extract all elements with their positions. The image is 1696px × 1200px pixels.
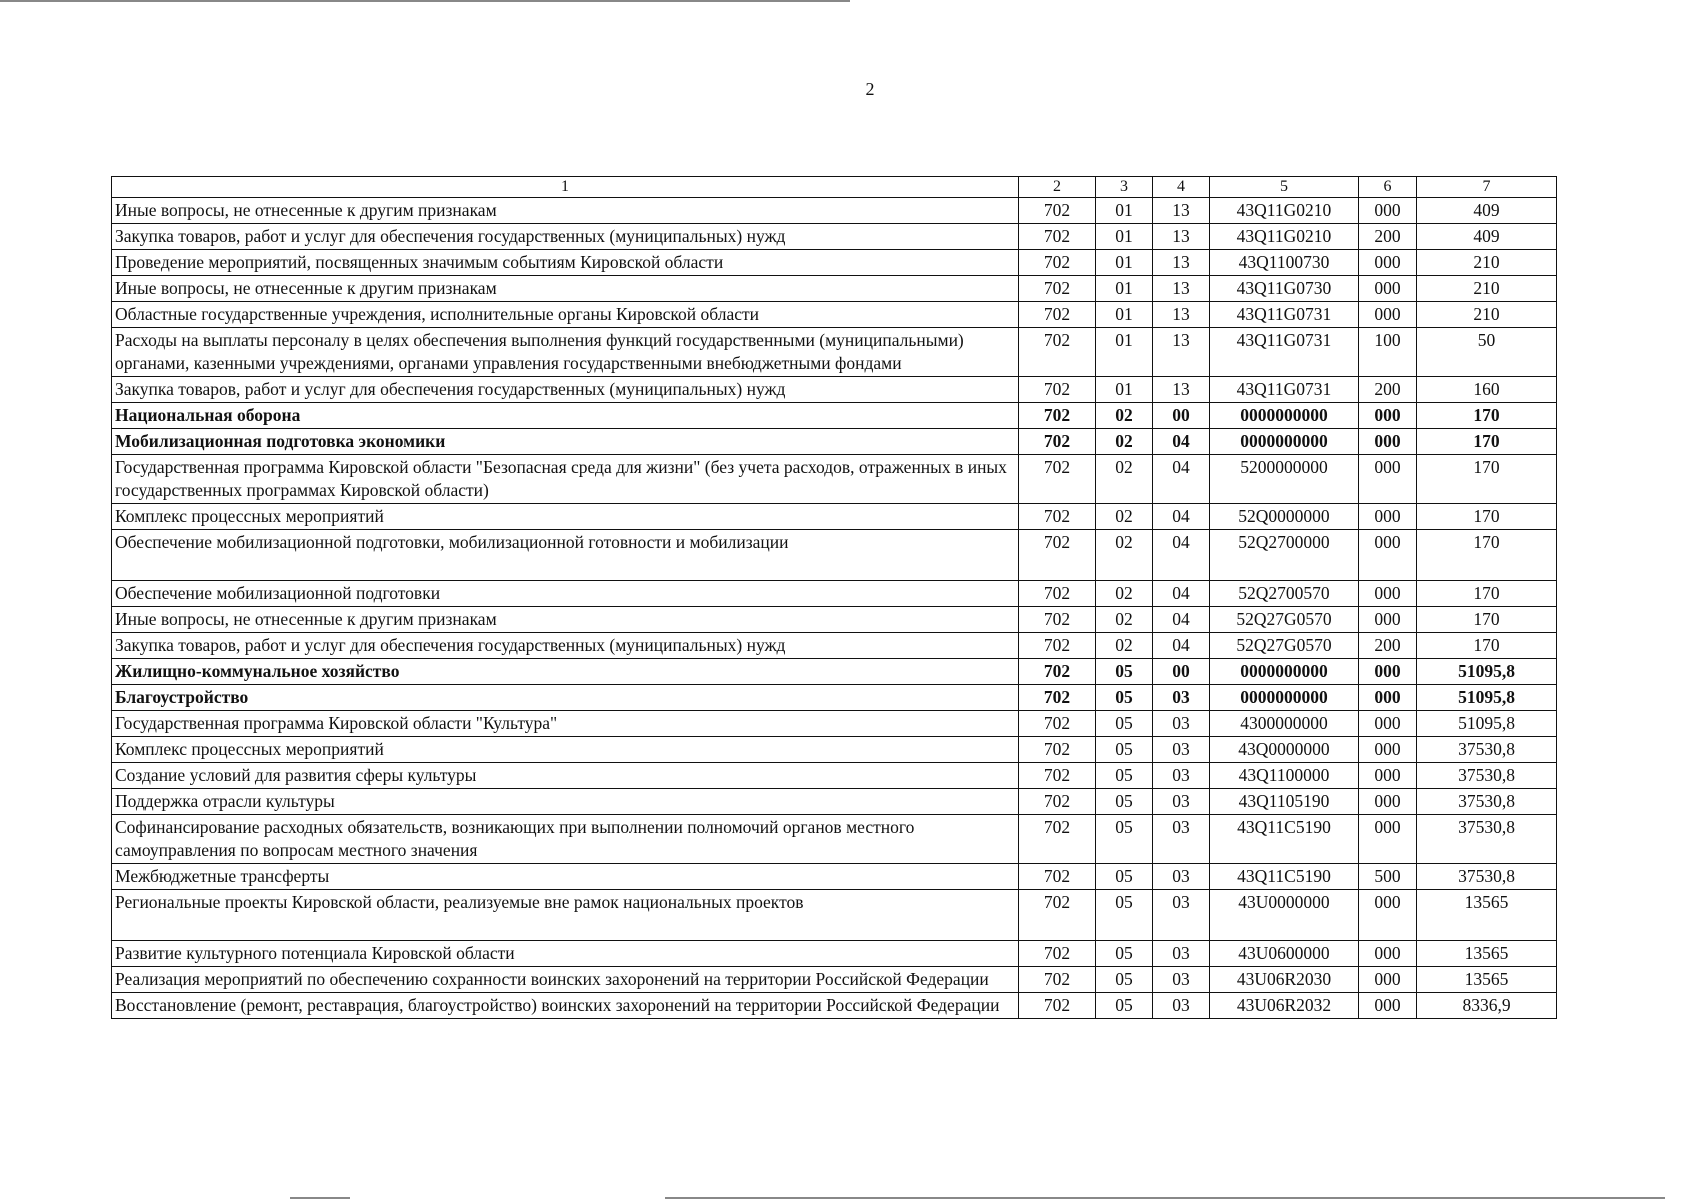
main-manager-code-cell: 702 [1019, 377, 1096, 403]
table-row [112, 633, 1557, 659]
expense-name-cell: Жилищно-коммунальное хозяйство [112, 659, 1019, 685]
scan-edge-line [665, 1197, 1665, 1199]
column-header: 7 [1417, 177, 1557, 198]
expense-name-cell: Развитие культурного потенциала Кировской области [112, 941, 1019, 967]
target-item-code-cell: 43Q1105190 [1210, 789, 1359, 815]
expense-name-cell: Расходы на выплаты персоналу в целях обеспечения выполнения функций государственными (муниципальными) органами, казенными учреждениями, органами управления государственными внебюджетными фондами [112, 328, 1019, 377]
expense-type-code-cell: 200 [1359, 633, 1417, 659]
expense-type-code-cell: 000 [1359, 429, 1417, 455]
subsection-code-cell: 13 [1153, 250, 1210, 276]
main-manager-code-cell: 702 [1019, 993, 1096, 1019]
subsection-code-cell: 04 [1153, 429, 1210, 455]
target-item-code-cell: 43Q1100730 [1210, 250, 1359, 276]
section-code-cell: 05 [1096, 864, 1153, 890]
amount-cell: 160 [1417, 377, 1557, 403]
expense-type-code-cell: 000 [1359, 789, 1417, 815]
column-header: 2 [1019, 177, 1096, 198]
section-code-cell: 01 [1096, 276, 1153, 302]
column-header: 1 [112, 177, 1019, 198]
expense-type-code-cell: 000 [1359, 250, 1417, 276]
section-code-cell: 05 [1096, 941, 1153, 967]
subsection-code-cell: 04 [1153, 581, 1210, 607]
table-row [112, 276, 1557, 302]
section-code-cell: 02 [1096, 504, 1153, 530]
amount-cell: 50 [1417, 328, 1557, 377]
amount-cell: 8336,9 [1417, 993, 1557, 1019]
expense-name-cell: Национальная оборона [112, 403, 1019, 429]
section-code-cell: 05 [1096, 993, 1153, 1019]
section-code-cell: 01 [1096, 224, 1153, 250]
table-row [112, 377, 1557, 403]
target-item-code-cell: 43U0000000 [1210, 890, 1359, 941]
scan-edge-line [0, 0, 850, 2]
expense-type-code-cell: 000 [1359, 302, 1417, 328]
section-code-cell: 05 [1096, 890, 1153, 941]
expense-name-cell: Иные вопросы, не отнесенные к другим признакам [112, 607, 1019, 633]
amount-cell: 170 [1417, 633, 1557, 659]
column-header: 6 [1359, 177, 1417, 198]
expense-name-cell: Благоустройство [112, 685, 1019, 711]
subsection-code-cell: 03 [1153, 737, 1210, 763]
table-row [112, 659, 1557, 685]
target-item-code-cell: 43Q11G0731 [1210, 328, 1359, 377]
table-row [112, 455, 1557, 504]
subsection-code-cell: 04 [1153, 530, 1210, 581]
subsection-code-cell: 03 [1153, 685, 1210, 711]
main-manager-code-cell: 702 [1019, 530, 1096, 581]
amount-cell: 170 [1417, 581, 1557, 607]
amount-cell: 37530,8 [1417, 815, 1557, 864]
expense-type-code-cell: 000 [1359, 198, 1417, 224]
table-row [112, 685, 1557, 711]
section-code-cell: 05 [1096, 815, 1153, 864]
main-manager-code-cell: 702 [1019, 737, 1096, 763]
table-row [112, 864, 1557, 890]
subsection-code-cell: 04 [1153, 455, 1210, 504]
column-number-header [112, 177, 1557, 198]
expense-name-cell: Обеспечение мобилизационной подготовки, мобилизационной готовности и мобилизации [112, 530, 1019, 581]
subsection-code-cell: 03 [1153, 864, 1210, 890]
target-item-code-cell: 43Q11C5190 [1210, 864, 1359, 890]
expense-name-cell: Реализация мероприятий по обеспечению сохранности воинских захоронений на территории Российской Федерации [112, 967, 1019, 993]
section-code-cell: 05 [1096, 737, 1153, 763]
expense-type-code-cell: 000 [1359, 967, 1417, 993]
column-header: 3 [1096, 177, 1153, 198]
target-item-code-cell: 43Q11G0210 [1210, 224, 1359, 250]
expense-name-cell: Закупка товаров, работ и услуг для обеспечения государственных (муниципальных) нужд [112, 224, 1019, 250]
target-item-code-cell: 52Q27G0570 [1210, 607, 1359, 633]
section-code-cell: 02 [1096, 530, 1153, 581]
amount-cell: 51095,8 [1417, 659, 1557, 685]
expense-name-cell: Областные государственные учреждения, исполнительные органы Кировской области [112, 302, 1019, 328]
expense-name-cell: Закупка товаров, работ и услуг для обеспечения государственных (муниципальных) нужд [112, 633, 1019, 659]
section-code-cell: 02 [1096, 403, 1153, 429]
subsection-code-cell: 13 [1153, 377, 1210, 403]
amount-cell: 51095,8 [1417, 685, 1557, 711]
subsection-code-cell: 13 [1153, 302, 1210, 328]
target-item-code-cell: 43Q11G0731 [1210, 302, 1359, 328]
table-row [112, 530, 1557, 581]
scan-edge-line [290, 1197, 350, 1199]
expense-type-code-cell: 000 [1359, 737, 1417, 763]
expense-name-cell: Иные вопросы, не отнесенные к другим признакам [112, 198, 1019, 224]
table-row [112, 581, 1557, 607]
expense-name-cell: Софинансирование расходных обязательств, возникающих при выполнении полномочий органов местного самоуправления по вопросам местного значения [112, 815, 1019, 864]
main-manager-code-cell: 702 [1019, 890, 1096, 941]
target-item-code-cell: 5200000000 [1210, 455, 1359, 504]
main-manager-code-cell: 702 [1019, 633, 1096, 659]
expense-type-code-cell: 000 [1359, 763, 1417, 789]
main-manager-code-cell: 702 [1019, 607, 1096, 633]
amount-cell: 170 [1417, 403, 1557, 429]
table-row [112, 737, 1557, 763]
expense-type-code-cell: 000 [1359, 607, 1417, 633]
amount-cell: 13565 [1417, 941, 1557, 967]
amount-cell: 210 [1417, 302, 1557, 328]
target-item-code-cell: 4300000000 [1210, 711, 1359, 737]
expense-type-code-cell: 000 [1359, 890, 1417, 941]
section-code-cell: 02 [1096, 607, 1153, 633]
table-row [112, 711, 1557, 737]
expense-type-code-cell: 000 [1359, 504, 1417, 530]
subsection-code-cell: 03 [1153, 967, 1210, 993]
section-code-cell: 05 [1096, 711, 1153, 737]
main-manager-code-cell: 702 [1019, 941, 1096, 967]
subsection-code-cell: 13 [1153, 224, 1210, 250]
main-manager-code-cell: 702 [1019, 276, 1096, 302]
expense-name-cell: Межбюджетные трансферты [112, 864, 1019, 890]
section-code-cell: 05 [1096, 763, 1153, 789]
amount-cell: 170 [1417, 455, 1557, 504]
expense-name-cell: Проведение мероприятий, посвященных значимым событиям Кировской области [112, 250, 1019, 276]
section-code-cell: 05 [1096, 659, 1153, 685]
main-manager-code-cell: 702 [1019, 659, 1096, 685]
amount-cell: 13565 [1417, 967, 1557, 993]
expense-type-code-cell: 000 [1359, 276, 1417, 302]
expense-type-code-cell: 000 [1359, 581, 1417, 607]
subsection-code-cell: 03 [1153, 890, 1210, 941]
expense-type-code-cell: 000 [1359, 711, 1417, 737]
main-manager-code-cell: 702 [1019, 967, 1096, 993]
table-row [112, 302, 1557, 328]
amount-cell: 170 [1417, 530, 1557, 581]
subsection-code-cell: 00 [1153, 659, 1210, 685]
expense-name-cell: Иные вопросы, не отнесенные к другим признакам [112, 276, 1019, 302]
target-item-code-cell: 43U0600000 [1210, 941, 1359, 967]
expense-type-code-cell: 000 [1359, 530, 1417, 581]
table-row [112, 504, 1557, 530]
target-item-code-cell: 52Q2700000 [1210, 530, 1359, 581]
target-item-code-cell: 43Q11G0730 [1210, 276, 1359, 302]
table-row [112, 789, 1557, 815]
amount-cell: 170 [1417, 607, 1557, 633]
section-code-cell: 01 [1096, 377, 1153, 403]
amount-cell: 409 [1417, 198, 1557, 224]
main-manager-code-cell: 702 [1019, 302, 1096, 328]
section-code-cell: 05 [1096, 685, 1153, 711]
expense-name-cell: Поддержка отрасли культуры [112, 789, 1019, 815]
table-row [112, 198, 1557, 224]
expense-type-code-cell: 000 [1359, 455, 1417, 504]
section-code-cell: 02 [1096, 633, 1153, 659]
page-number: 2 [865, 79, 875, 99]
target-item-code-cell: 43U06R2030 [1210, 967, 1359, 993]
table-row [112, 429, 1557, 455]
section-code-cell: 05 [1096, 789, 1153, 815]
section-code-cell: 02 [1096, 455, 1153, 504]
expense-name-cell: Создание условий для развития сферы культуры [112, 763, 1019, 789]
target-item-code-cell: 0000000000 [1210, 685, 1359, 711]
target-item-code-cell: 0000000000 [1210, 403, 1359, 429]
table-row [112, 815, 1557, 864]
table-row [112, 607, 1557, 633]
expense-name-cell: Государственная программа Кировской области "Культура" [112, 711, 1019, 737]
section-code-cell: 02 [1096, 429, 1153, 455]
subsection-code-cell: 13 [1153, 328, 1210, 377]
table-row [112, 403, 1557, 429]
amount-cell: 409 [1417, 224, 1557, 250]
table-row [112, 328, 1557, 377]
main-manager-code-cell: 702 [1019, 711, 1096, 737]
amount-cell: 37530,8 [1417, 864, 1557, 890]
table-row [112, 890, 1557, 941]
expense-type-code-cell: 000 [1359, 685, 1417, 711]
main-manager-code-cell: 702 [1019, 864, 1096, 890]
expense-type-code-cell: 000 [1359, 815, 1417, 864]
expense-type-code-cell: 000 [1359, 993, 1417, 1019]
budget-table [111, 176, 1557, 1019]
subsection-code-cell: 13 [1153, 198, 1210, 224]
expense-name-cell: Восстановление (ремонт, реставрация, благоустройство) воинских захоронений на территории Российской Федерации [112, 993, 1019, 1019]
main-manager-code-cell: 702 [1019, 455, 1096, 504]
main-manager-code-cell: 702 [1019, 789, 1096, 815]
section-code-cell: 01 [1096, 250, 1153, 276]
main-manager-code-cell: 702 [1019, 685, 1096, 711]
section-code-cell: 05 [1096, 967, 1153, 993]
target-item-code-cell: 43Q0000000 [1210, 737, 1359, 763]
amount-cell: 51095,8 [1417, 711, 1557, 737]
amount-cell: 37530,8 [1417, 737, 1557, 763]
main-manager-code-cell: 702 [1019, 815, 1096, 864]
main-manager-code-cell: 702 [1019, 403, 1096, 429]
expense-type-code-cell: 000 [1359, 941, 1417, 967]
expense-name-cell: Региональные проекты Кировской области, реализуемые вне рамок национальных проектов [112, 890, 1019, 941]
amount-cell: 170 [1417, 429, 1557, 455]
expense-type-code-cell: 200 [1359, 377, 1417, 403]
table-row [112, 250, 1557, 276]
main-manager-code-cell: 702 [1019, 504, 1096, 530]
expense-name-cell: Государственная программа Кировской области "Безопасная среда для жизни" (без учета расходов, отраженных в иных государственных программах Кировской области) [112, 455, 1019, 504]
amount-cell: 37530,8 [1417, 789, 1557, 815]
expense-name-cell: Обеспечение мобилизационной подготовки [112, 581, 1019, 607]
subsection-code-cell: 03 [1153, 815, 1210, 864]
column-header: 4 [1153, 177, 1210, 198]
expense-name-cell: Мобилизационная подготовка экономики [112, 429, 1019, 455]
subsection-code-cell: 13 [1153, 276, 1210, 302]
subsection-code-cell: 03 [1153, 711, 1210, 737]
subsection-code-cell: 03 [1153, 789, 1210, 815]
table-row [112, 967, 1557, 993]
target-item-code-cell: 0000000000 [1210, 429, 1359, 455]
expense-type-code-cell: 200 [1359, 224, 1417, 250]
table-row [112, 224, 1557, 250]
target-item-code-cell: 43Q11G0210 [1210, 198, 1359, 224]
target-item-code-cell: 43Q11G0731 [1210, 377, 1359, 403]
subsection-code-cell: 03 [1153, 941, 1210, 967]
table-row [112, 763, 1557, 789]
target-item-code-cell: 43Q11C5190 [1210, 815, 1359, 864]
subsection-code-cell: 00 [1153, 403, 1210, 429]
target-item-code-cell: 43U06R2032 [1210, 993, 1359, 1019]
column-header: 5 [1210, 177, 1359, 198]
main-manager-code-cell: 702 [1019, 250, 1096, 276]
main-manager-code-cell: 702 [1019, 328, 1096, 377]
table-row [112, 993, 1557, 1019]
subsection-code-cell: 04 [1153, 504, 1210, 530]
subsection-code-cell: 03 [1153, 993, 1210, 1019]
main-manager-code-cell: 702 [1019, 198, 1096, 224]
expense-name-cell: Комплекс процессных мероприятий [112, 737, 1019, 763]
target-item-code-cell: 43Q1100000 [1210, 763, 1359, 789]
subsection-code-cell: 04 [1153, 633, 1210, 659]
main-manager-code-cell: 702 [1019, 224, 1096, 250]
amount-cell: 13565 [1417, 890, 1557, 941]
amount-cell: 210 [1417, 276, 1557, 302]
target-item-code-cell: 52Q27G0570 [1210, 633, 1359, 659]
expense-type-code-cell: 000 [1359, 403, 1417, 429]
main-manager-code-cell: 702 [1019, 763, 1096, 789]
amount-cell: 170 [1417, 504, 1557, 530]
main-manager-code-cell: 702 [1019, 429, 1096, 455]
expense-name-cell: Закупка товаров, работ и услуг для обеспечения государственных (муниципальных) нужд [112, 377, 1019, 403]
section-code-cell: 02 [1096, 581, 1153, 607]
amount-cell: 37530,8 [1417, 763, 1557, 789]
subsection-code-cell: 04 [1153, 607, 1210, 633]
target-item-code-cell: 52Q2700570 [1210, 581, 1359, 607]
main-manager-code-cell: 702 [1019, 581, 1096, 607]
section-code-cell: 01 [1096, 302, 1153, 328]
expense-type-code-cell: 500 [1359, 864, 1417, 890]
section-code-cell: 01 [1096, 328, 1153, 377]
target-item-code-cell: 52Q0000000 [1210, 504, 1359, 530]
amount-cell: 210 [1417, 250, 1557, 276]
target-item-code-cell: 0000000000 [1210, 659, 1359, 685]
section-code-cell: 01 [1096, 198, 1153, 224]
expense-type-code-cell: 000 [1359, 659, 1417, 685]
expense-type-code-cell: 100 [1359, 328, 1417, 377]
expense-name-cell: Комплекс процессных мероприятий [112, 504, 1019, 530]
table-row [112, 941, 1557, 967]
subsection-code-cell: 03 [1153, 763, 1210, 789]
